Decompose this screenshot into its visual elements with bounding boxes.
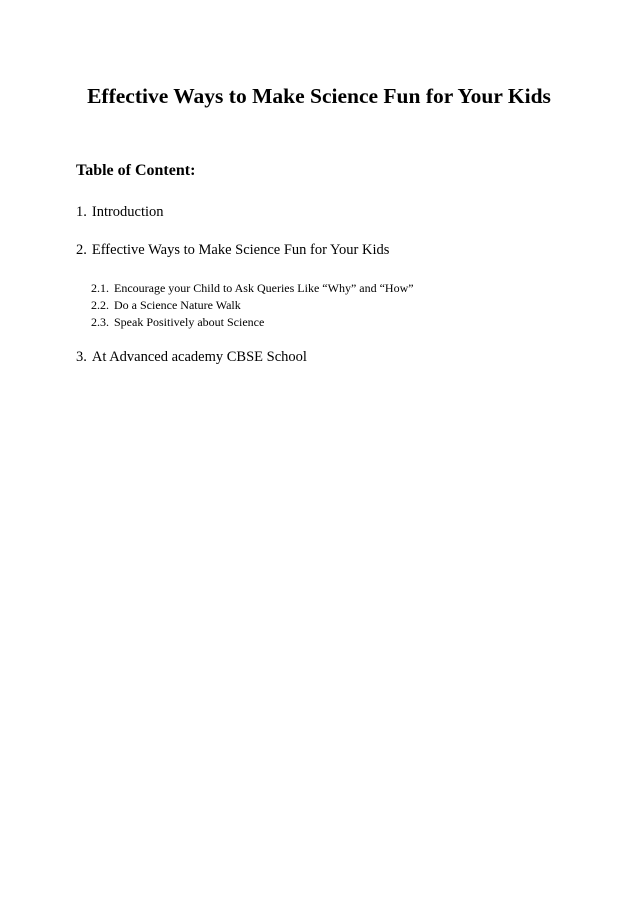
toc-subitem-encourage-queries	[91, 280, 414, 296]
toc-item-number: 1.	[76, 204, 87, 220]
toc-item-introduction	[76, 202, 164, 222]
toc-subitem-label: Encourage your Child to Ask Queries Like “Why” and “How”	[114, 281, 414, 295]
toc-subitem-speak-positively	[91, 314, 264, 330]
toc-item-label: At Advanced academy CBSE School	[91, 349, 307, 365]
toc-subitem-number: 2.2.	[91, 298, 109, 312]
toc-subitem-label: Speak Positively about Science	[114, 315, 265, 329]
toc-subitem-number: 2.3.	[91, 315, 109, 329]
toc-item-label: Introduction	[91, 204, 164, 220]
toc-item-number: 2.	[76, 242, 87, 258]
toc-item-number: 3.	[76, 349, 87, 365]
toc-item-label: Effective Ways to Make Science Fun for Your Kids	[91, 242, 390, 258]
document-title: Effective Ways to Make Science Fun for Your Kids	[87, 84, 551, 108]
toc-subitem-nature-walk	[91, 297, 241, 313]
toc-item-effective-ways	[76, 240, 389, 260]
toc-subitem-label: Do a Science Nature Walk	[114, 298, 241, 312]
toc-subitem-number: 2.1.	[91, 281, 109, 295]
toc-heading: Table of Content:	[76, 162, 196, 179]
toc-item-advanced-academy	[76, 347, 307, 367]
